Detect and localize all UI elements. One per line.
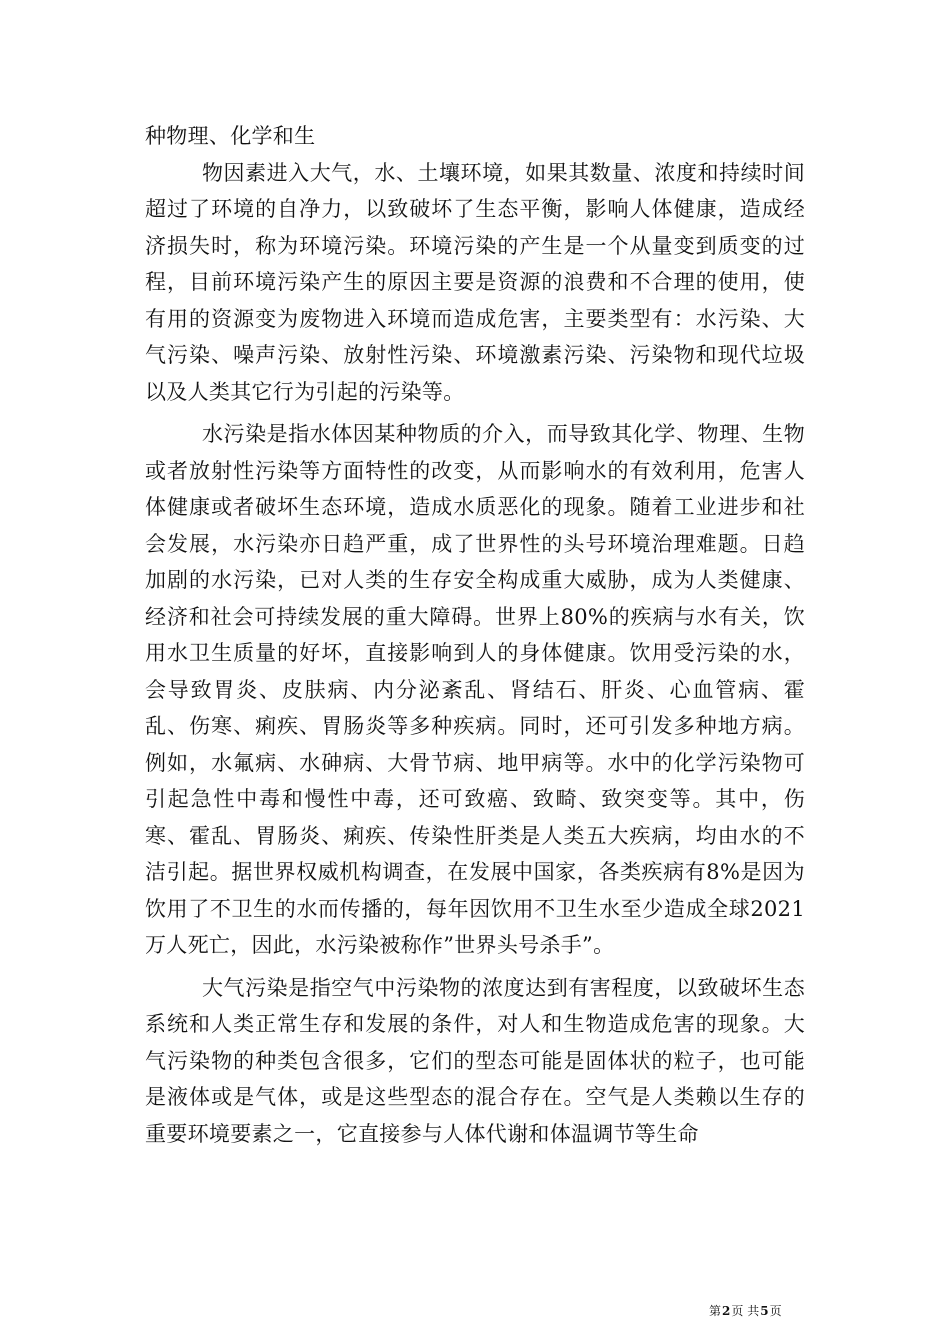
paragraph-water-pollution: 水污染是指水体因某种物质的介入，而导致其化学、物理、生物或者放射性污染等方面特性的改变，从而影响水的有效利用，危害人体健康或者破坏生态环境，造成水质恶化的现象。随着工业进步和社会发展，水污染亦日趋严重，成了世界性的头号环境治理难题。日趋加剧的水污染，已对人类的生存安全构成重大威胁，成为人类健康、经济和社会可持续发展的重大障碍。世界上80%的疾病与水有关，饮用水卫生质量的好坏，直接影响到人的身体健康。饮用受污染的水，会导致胃炎、皮肤病、内分泌紊乱、肾结石、肝炎、心血管病、霍乱、伤寒、痢疾、胃肠炎等多种疾病。同时，还可引发多种地方病。例如，水氟病、水砷病、大骨节病、地甲病等。水中的化学污染物可引起急性中毒和慢性中毒，还可致癌、致畸、致突变等。其中，伤寒、霍乱、胃肠炎、痢疾、传染性肝类是人类五大疾病，均由水的不洁引起。据世界权威机构调查，在发展中国家，各类疾病有8%是因为饮用了不卫生的水而传播的，每年因饮用不卫生水至少造成全球2021万人死亡，因此，水污染被称作”世界头号杀手”。 [145,422,805,957]
paragraph-fragment: 种物理、化学和生 [145,124,316,148]
paragraph-air-pollution: 大气污染是指空气中污染物的浓度达到有害程度，以致破坏生态系统和人类正常生存和发展的条件，对人和生物造成危害的现象。大气污染物的种类包含很多，它们的型态可能是固体状的粒子，也可能是液体或是气体，或是这些型态的混合存在。空气是人类赖以生存的重要环境要素之一，它直接参与人体代谢和体温调节等生命 [145,975,805,1146]
page-number-indicator [709,1302,782,1319]
footer-middle: 页 共 [731,1304,760,1318]
current-page-number: 2 [722,1304,731,1318]
footer-suffix: 页 [769,1304,782,1318]
total-pages-number: 5 [760,1304,769,1318]
paragraph-environmental-pollution: 物因素进入大气，水、土壤环境，如果其数量、浓度和持续时间超过了环境的自净力，以致破坏了生态平衡，影响人体健康，造成经济损失时，称为环境污染。环境污染的产生是一个从量变到质变的过程，目前环境污染产生的原因主要是资源的浪费和不合理的使用，使有用的资源变为废物进入环境而造成危害，主要类型有：水污染、大气污染、噪声污染、放射性污染、环境激素污染、污染物和现代垃圾以及人类其它行为引起的污染等。 [145,160,805,404]
document-body [145,118,805,1152]
footer-prefix: 第 [709,1304,722,1318]
